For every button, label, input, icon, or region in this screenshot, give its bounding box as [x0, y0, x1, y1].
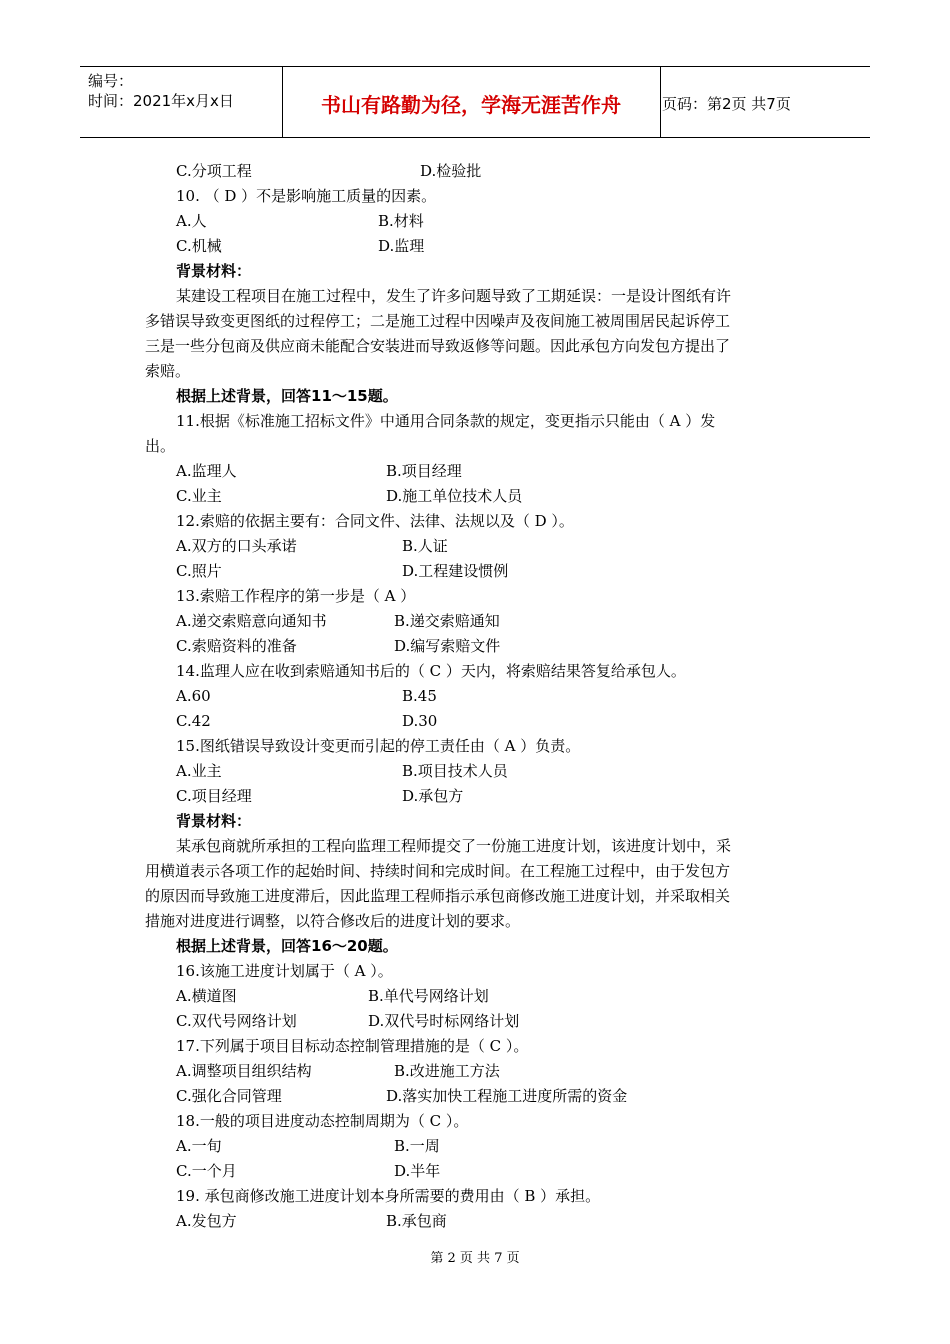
text-line: B.人证: [402, 537, 448, 555]
text-line: 用横道表示各项工作的起始时间、持续时间和完成时间。在工程施工过程中，由于发包方: [145, 862, 731, 880]
text-line: D.双代号时标网络计划: [368, 1012, 520, 1030]
text-line: C.索赔资料的准备: [176, 637, 297, 655]
text-line: 16.该施工进度计划属于（ A ）。: [176, 962, 393, 980]
text-line: 12.索赔的依据主要有：合同文件、法律、法规以及（ D ）。: [176, 512, 574, 530]
text-line: D.监理: [378, 237, 425, 255]
header-page-number: 页码：第2页 共7页: [662, 95, 791, 113]
text-line: D.承包方: [402, 787, 464, 805]
text-line: 10. （ D ）不是影响施工质量的因素。: [176, 187, 437, 205]
section-heading: 背景材料：: [176, 262, 252, 280]
text-line: C.强化合同管理: [176, 1087, 282, 1105]
text-line: 11.根据《标准施工招标文件》中通用合同条款的规定，变更指示只能由（ A ）发: [176, 412, 716, 430]
page-header: [80, 66, 870, 138]
section-heading: 背景材料：: [176, 812, 252, 830]
text-line: 19. 承包商修改施工进度计划本身所需要的费用由（ B ）承担。: [176, 1187, 601, 1205]
text-line: A.发包方: [176, 1212, 237, 1230]
text-line: C.42: [176, 712, 211, 730]
text-line: 措施对进度进行调整，以符合修改后的进度计划的要求。: [145, 912, 521, 930]
document-date-label: 时间：2021年x月x日: [88, 92, 234, 110]
text-line: A.双方的口头承诺: [176, 537, 297, 555]
text-line: 某建设工程项目在施工过程中，发生了许多问题导致了工期延误：一是设计图纸有许: [176, 287, 732, 305]
text-line: B.递交索赔通知: [394, 612, 500, 630]
text-line: A.业主: [176, 762, 222, 780]
header-meta: [88, 71, 234, 111]
text-line: 的原因而导致施工进度滞后，因此监理工程师指示承包商修改施工进度计划，并采取相关: [145, 887, 731, 905]
text-line: D.落实加快工程施工进度所需的资金: [386, 1087, 628, 1105]
text-line: 三是一些分包商及供应商未能配合安装进而导致返修等问题。因此承包方向发包方提出了: [145, 337, 731, 355]
text-line: A.60: [176, 687, 211, 705]
text-line: D.检验批: [420, 162, 482, 180]
text-line: A.横道图: [176, 987, 237, 1005]
text-line: A.递交索赔意向通知书: [176, 612, 327, 630]
text-line: C.分项工程: [176, 162, 252, 180]
text-line: C.照片: [176, 562, 222, 580]
text-line: C.项目经理: [176, 787, 252, 805]
text-line: 18.一般的项目进度动态控制周期为（ C ）。: [176, 1112, 469, 1130]
text-line: B.一周: [394, 1137, 440, 1155]
header-divider: [660, 67, 661, 137]
text-line: B.项目技术人员: [402, 762, 508, 780]
text-line: B.项目经理: [386, 462, 462, 480]
document-number-label: 编号：: [88, 72, 134, 90]
text-line: 索赔。: [145, 362, 191, 380]
text-line: B.材料: [378, 212, 424, 230]
text-line: 某承包商就所承担的工程向监理工程师提交了一份施工进度计划，该进度计划中，采: [176, 837, 732, 855]
section-heading: 根据上述背景，回答16～20题。: [176, 937, 398, 955]
section-heading: 根据上述背景，回答11～15题。: [176, 387, 398, 405]
text-line: B.承包商: [386, 1212, 447, 1230]
text-line: A.调整项目组织结构: [176, 1062, 312, 1080]
text-line: A.人: [176, 212, 207, 230]
text-line: C.一个月: [176, 1162, 237, 1180]
text-line: B.45: [402, 687, 437, 705]
text-line: 14.监理人应在收到索赔通知书后的（ C ）天内，将索赔结果答复给承包人。: [176, 662, 686, 680]
text-line: D.半年: [394, 1162, 441, 1180]
text-line: A.一旬: [176, 1137, 222, 1155]
text-line: 17.下列属于项目目标动态控制管理措施的是（ C ）。: [176, 1037, 529, 1055]
text-line: A.监理人: [176, 462, 237, 480]
text-line: D.施工单位技术人员: [386, 487, 523, 505]
text-line: D.编写索赔文件: [394, 637, 501, 655]
text-line: 13.索赔工作程序的第一步是（ A ）: [176, 587, 416, 605]
text-line: D.30: [402, 712, 438, 730]
text-line: C.业主: [176, 487, 222, 505]
header-motto: 书山有路勤为径，学海无涯苦作舟: [321, 93, 621, 117]
text-line: 出。: [145, 437, 176, 455]
page-footer: 第 2 页 共 7 页: [430, 1251, 520, 1266]
text-line: 多错误导致变更图纸的过程停工；二是施工过程中因噪声及夜间施工被周围居民起诉停工: [145, 312, 731, 330]
text-line: C.双代号网络计划: [176, 1012, 297, 1030]
text-line: B.改进施工方法: [394, 1062, 500, 1080]
text-line: B.单代号网络计划: [368, 987, 489, 1005]
text-line: D.工程建设惯例: [402, 562, 509, 580]
text-line: C.机械: [176, 237, 222, 255]
text-line: 15.图纸错误导致设计变更而引起的停工责任由（ A ）负责。: [176, 737, 581, 755]
